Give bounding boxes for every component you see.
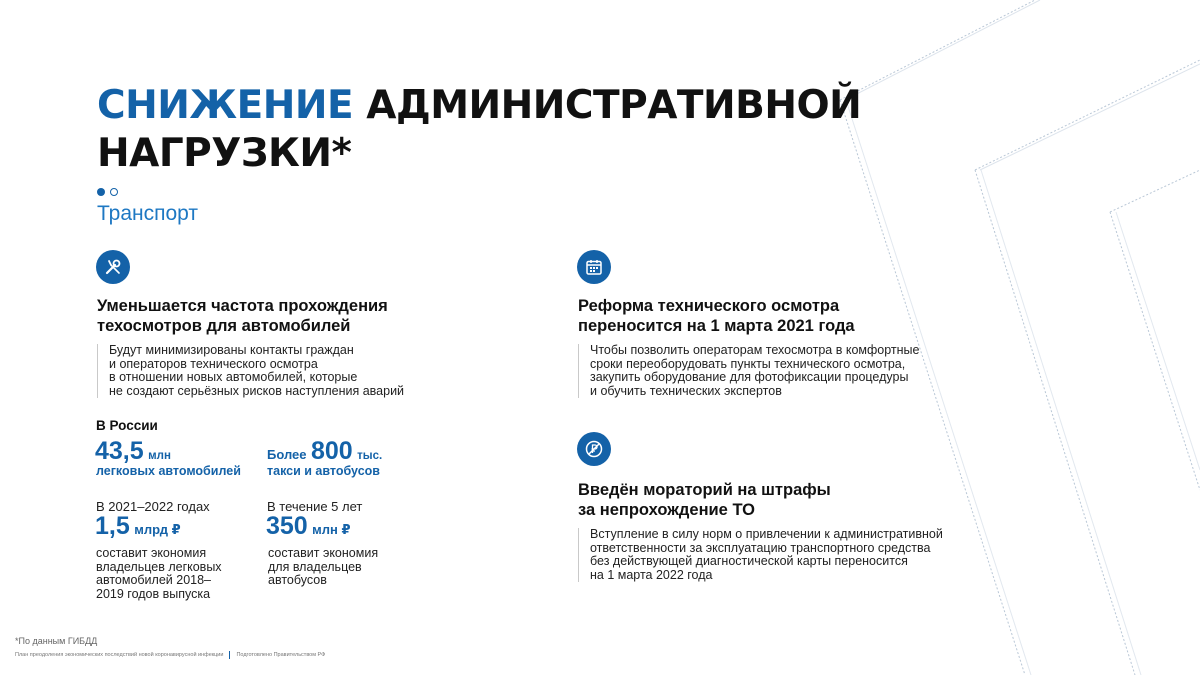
footer-separator <box>229 651 230 659</box>
stat-savings-buses-caption: составит экономия для владельцев автобусов <box>268 546 379 587</box>
stat-savings-cars-caption: составит экономия владельцев легковых автомобилей 2018– 2019 годов выпуска <box>96 546 222 601</box>
right-block1-title: Реформа технического осмотра переносится на 1 марта 2021 года <box>578 297 855 335</box>
wrench-screwdriver-icon <box>96 250 130 284</box>
footer-right: Подготовлено Правительством РФ <box>236 652 326 658</box>
title-rest: АДМИНИСТРАТИВНОЙ <box>366 83 862 128</box>
stat-savings-cars: 1,5 млрд ₽ <box>95 512 181 540</box>
period-5-years: В течение 5 лет <box>267 499 363 514</box>
period-2021-2022: В 2021–2022 годах <box>96 499 210 514</box>
page-indicator <box>97 188 118 196</box>
page-dot-active <box>97 188 105 196</box>
stat-taxi-bus-caption: такси и автобусов <box>267 464 380 478</box>
right-block1-description: Чтобы позволить операторам техосмотра в комфортные сроки переоборудовать пункты технического осмотра, закупить оборудование для фотофиксации процедуры и обучить технических экспертов <box>578 344 919 398</box>
title-line2: НАГРУЗКИ* <box>97 131 352 176</box>
title-accent: СНИЖЕНИЕ <box>97 83 354 128</box>
section-label: Транспорт <box>97 202 198 225</box>
footer <box>15 651 325 659</box>
stat-taxi-bus: Более 800 тыс. <box>267 437 383 465</box>
no-ruble-icon <box>577 432 611 466</box>
right-block2-description: Вступление в силу норм о привлечении к административной ответственности за эксплуатацию транспортного средства без действующей диагностической карты переносится на 1 марта 2022 года <box>578 528 943 582</box>
stat-savings-buses: 350 млн ₽ <box>266 512 351 540</box>
page-title <box>97 82 861 178</box>
stat-cars-caption: легковых автомобилей <box>96 464 241 478</box>
russia-label: В России <box>96 418 158 433</box>
footer-left: План преодоления экономических последствий новой коронавирусной инфекции <box>15 652 224 658</box>
left-block-description: Будут минимизированы контакты граждан и операторов технического осмотра в отношении новых автомобилей, которые не создают серьёзных рисков наступления аварий <box>97 344 404 398</box>
calendar-icon <box>577 250 611 284</box>
left-block-title: Уменьшается частота прохождения техосмотров для автомобилей <box>97 297 388 335</box>
footnote: *По данным ГИБДД <box>15 636 98 646</box>
page-dot <box>110 188 118 196</box>
right-block2-title: Введён мораторий на штрафы за непрохождение ТО <box>578 481 831 519</box>
stat-cars: 43,5 млн <box>95 437 171 465</box>
